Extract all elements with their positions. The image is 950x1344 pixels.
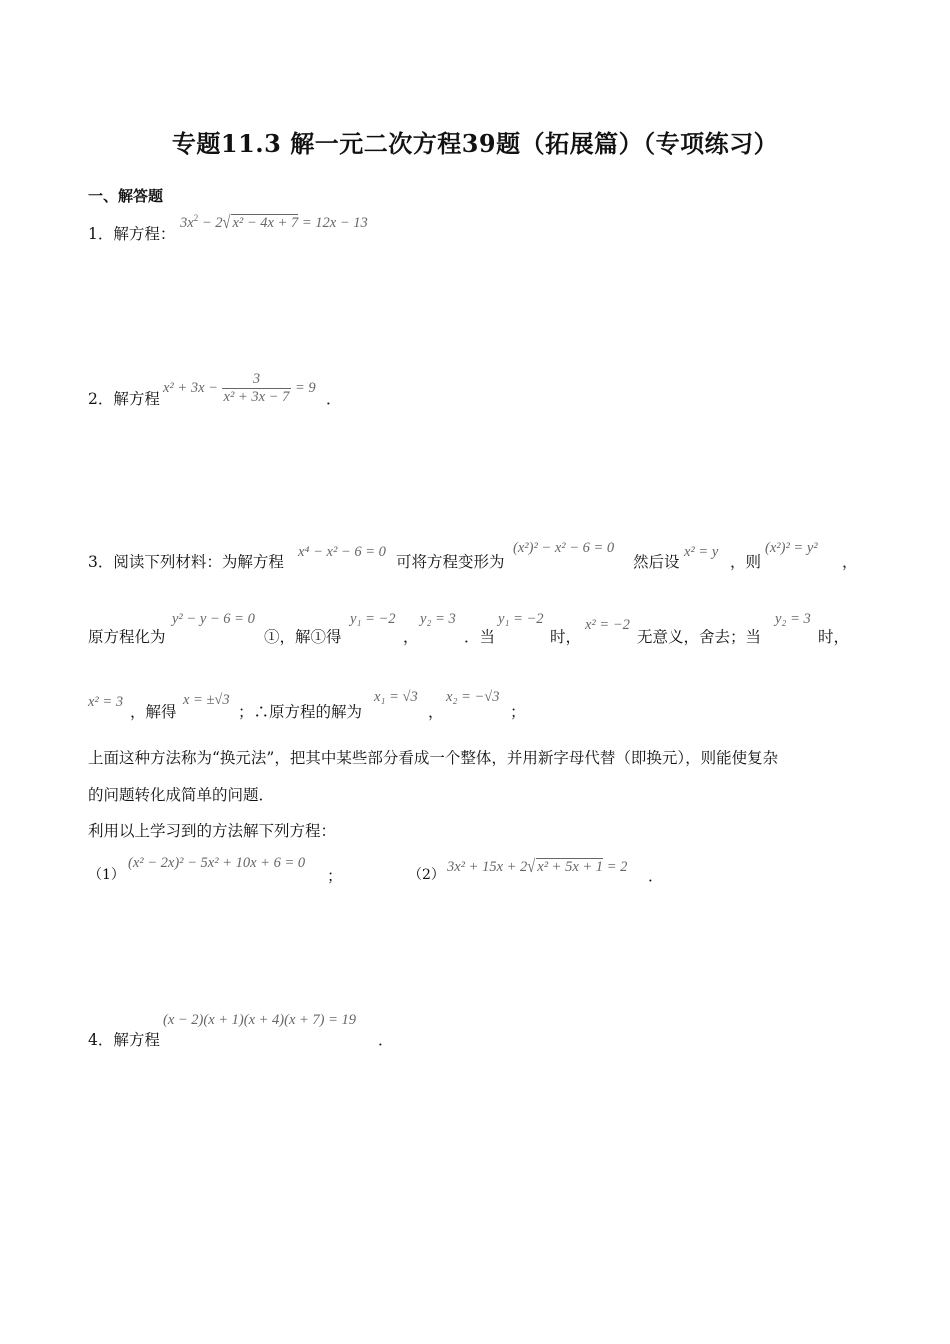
q3-line2-text-e: 时，	[550, 628, 582, 646]
q1-equation: $3x^2 - 2√$ x² − 4x + 7 = 12x − 13	[180, 212, 368, 233]
q3-paragraph-1: 上面这种方法称为“换元法”，把其中某些部分看成一个整体，并用新字母代替（即换元），则能使复杂	[88, 749, 779, 767]
q3-line2-eq1: y² − y − 6 = 0	[172, 611, 255, 627]
q3-line2-eq6: y₂ = 3	[775, 611, 811, 627]
q3-line1-text-c: 然后设	[633, 553, 680, 571]
q3-line2-eq4: y₁ = −2	[498, 611, 544, 627]
q3-paragraph-2: 的问题转化成简单的问题．	[88, 786, 275, 804]
q3-sub2-end: ．	[648, 867, 664, 885]
q3-line1-eq4: (x²)² = y²	[765, 540, 818, 556]
q4-label: 4．解方程	[88, 1031, 160, 1049]
q3-sub1-end: ；	[327, 867, 343, 885]
q3-sub2-label: （2）	[408, 867, 445, 883]
q2-equation: x² + 3x − $\frac{3}{\text{x² + 3x − 7}}$ = 9	[163, 371, 316, 405]
q3-line1-eq1: x⁴ − x² − 6 = 0	[298, 544, 386, 560]
q3-line2-eq3: y₂ = 3	[420, 611, 456, 627]
q4-end: ．	[378, 1031, 394, 1049]
q3-line2-text-a: 原方程化为	[88, 628, 166, 646]
q4-equation: (x − 2)(x + 1)(x + 4)(x + 7) = 19	[163, 1012, 357, 1028]
q3-line1-text-b: 可将方程变形为	[396, 553, 505, 571]
q3-sub2-equation: 3x² + 15x + 2√ x² + 5x + 1 = 2	[447, 856, 628, 877]
q3-line3-eq3: x₁ = √3	[374, 689, 418, 705]
q3-line2-eq2: y₁ = −2	[350, 611, 396, 627]
q3-line1-eq3: x² = y	[684, 544, 719, 560]
q3-sub1-label: （1）	[88, 867, 125, 883]
q2-label: 2．解方程	[88, 390, 160, 408]
q2-fraction: $\frac{3}{\text{x² + 3x − 7}}$	[223, 371, 290, 405]
q3-paragraph-3: 利用以上学习到的方法解下列方程：	[88, 822, 337, 840]
q3-line1-text-d: ，则	[730, 553, 762, 571]
q3-line3-eq1: x² = 3	[88, 694, 124, 710]
q3-line2-text-b: ①，解①得	[264, 628, 342, 646]
q3-line2-text-c: ，	[403, 628, 419, 646]
q3-line3-text-c: ，	[428, 703, 444, 721]
q3-line2-text-g: 时，	[818, 628, 850, 646]
q3-line2-eq5: x² = −2	[585, 617, 630, 633]
q3-line3-eq4: x₂ = −√3	[446, 689, 500, 705]
q2-end: ．	[326, 390, 342, 408]
q3-line1-text-e: ，	[842, 553, 858, 571]
section-heading: 一、解答题	[88, 187, 164, 205]
q3-line3-text-d: ；	[510, 703, 526, 721]
q3-sub1-equation: (x² − 2x)² − 5x² + 10x + 6 = 0	[128, 855, 306, 871]
q3-line3-eq2: x = ±√3	[183, 692, 230, 708]
q3-line2-text-f: 无意义，舍去；当	[637, 628, 762, 646]
q3-line3-text-b: ；∴原方程的解为	[238, 703, 363, 721]
q3-line2-text-d: ．当	[464, 628, 496, 646]
page-title: 专题11.3 解一元二次方程39题（拓展篇）（专项练习）	[171, 129, 779, 158]
q1-label: 1．解方程：	[88, 225, 176, 243]
q3-line1-text-a: 3．阅读下列材料：为解方程	[88, 553, 284, 571]
q3-line3-text-a: ，解得	[130, 703, 177, 721]
q3-line1-eq2: (x²)² − x² − 6 = 0	[513, 540, 615, 556]
